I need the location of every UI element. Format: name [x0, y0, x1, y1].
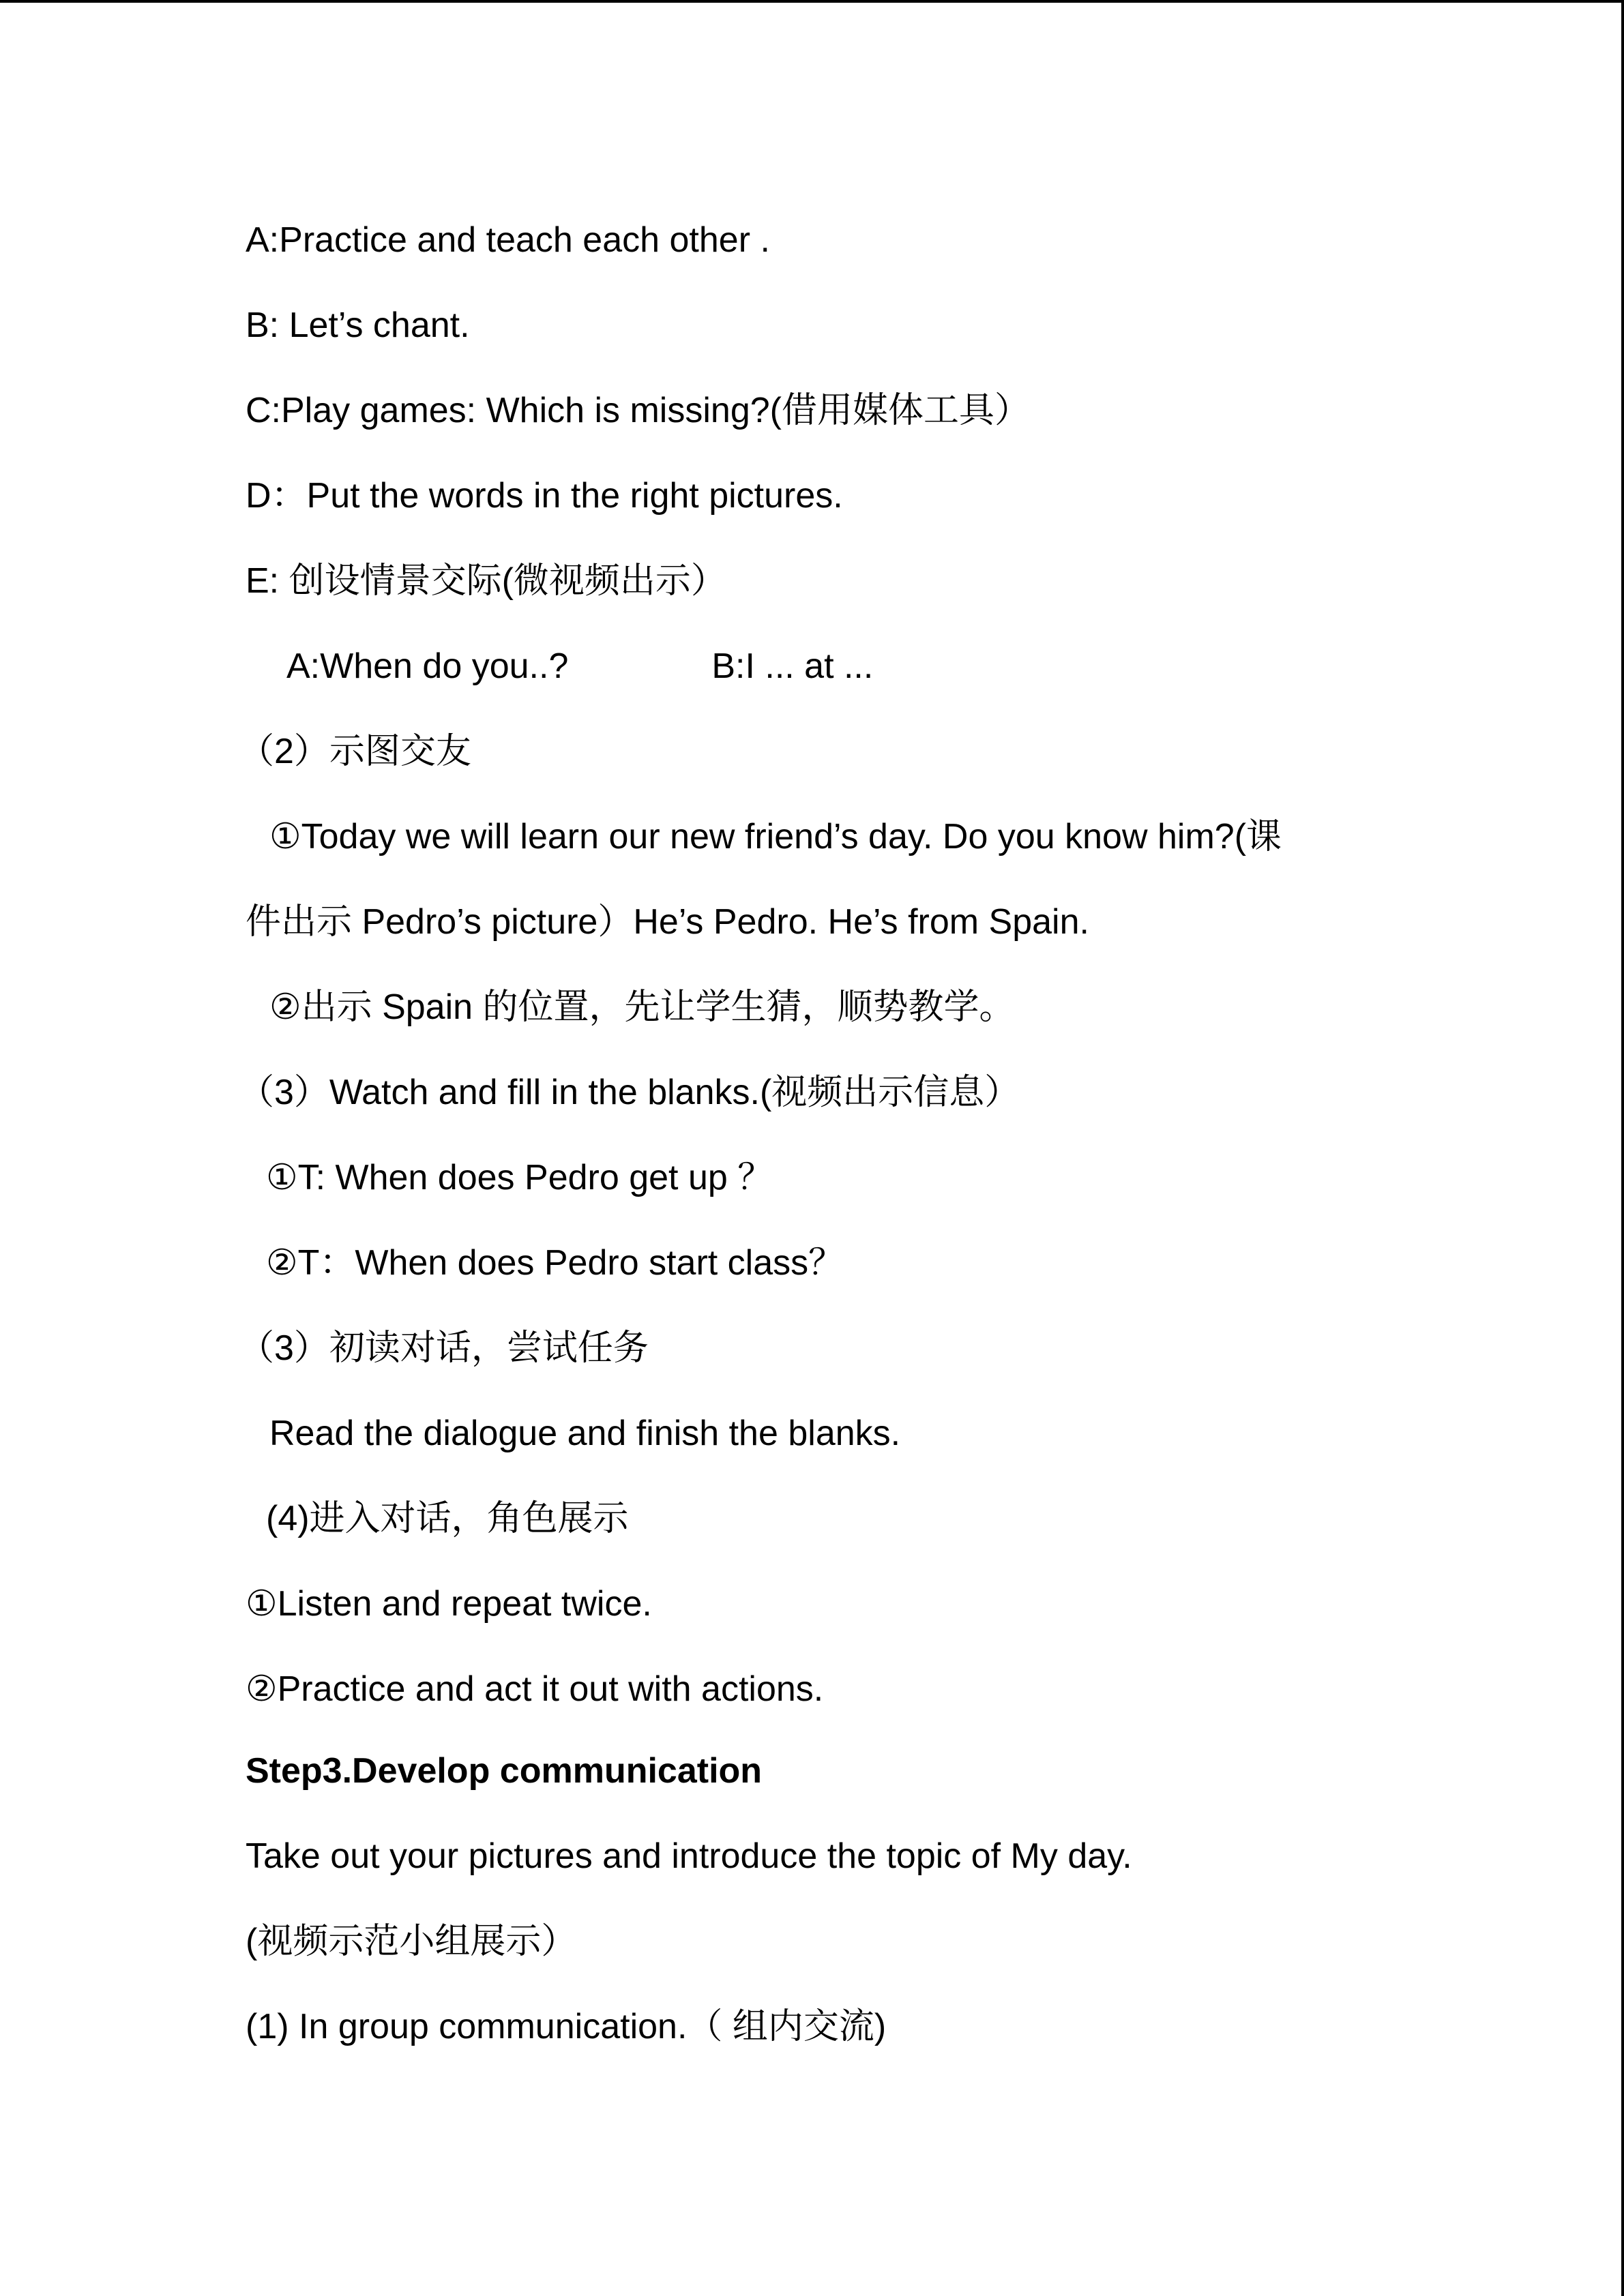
page-top-border [0, 0, 1624, 3]
dialogue-b: B:I ... at ... [711, 646, 874, 686]
text-line-pedro-picture: 件出示 Pedro’s picture）He’s Pedro. He’s from Spain. [246, 902, 1089, 942]
section-heading-step3: Step3.Develop communication [246, 1751, 763, 1791]
text-line-take-out-pictures: Take out your pictures and introduce the topic of My day. [246, 1836, 1132, 1876]
text-line-read-dialogue: Read the dialogue and finish the blanks. [269, 1414, 901, 1453]
dialogue-line [286, 644, 873, 688]
text-line-group-communication: (1) In group communication.（ 组内交流) [246, 2007, 887, 2046]
text-line-put-words: D：Put the words in the right pictures. [246, 476, 843, 516]
text-line-practice-act: ②Practice and act it out with actions. [246, 1669, 824, 1709]
text-line-play-games: C:Play games: Which is missing?(借用媒体工具） [246, 391, 1030, 430]
text-line-create-scene: E: 创设情景交际(微视频出示） [246, 561, 726, 601]
text-line-lets-chant: B: Let’s chant. [246, 305, 470, 345]
text-line-step-2: （2）示图交友 [239, 732, 471, 771]
text-line-today-learn: ①Today we will learn our new friend’s day. Do you know him?(课 [269, 817, 1282, 856]
text-line-get-up: ①T: When does Pedro get up ？ [266, 1158, 773, 1197]
dialogue-a: A:When do you..? [286, 646, 569, 686]
text-line-spain-position: ②出示 Spain 的位置，先让学生猜，顺势教学。 [269, 987, 1015, 1027]
text-line-start-class: ②T：When does Pedro start class？ [266, 1243, 844, 1283]
page-right-border [1621, 0, 1624, 2296]
text-line-enter-dialogue: (4)进入对话，角色展示 [266, 1499, 629, 1538]
text-line-practice-teach: A:Practice and teach each other . [246, 220, 770, 260]
text-line-first-read: （3）初读对话，尝试任务 [239, 1328, 649, 1368]
text-line-video-demo: (视频示范小组展示） [246, 1922, 577, 1961]
text-line-watch-fill: （3）Watch and fill in the blanks.(视频出示信息） [239, 1073, 1020, 1112]
text-line-listen-repeat: ①Listen and repeat twice. [246, 1584, 652, 1624]
